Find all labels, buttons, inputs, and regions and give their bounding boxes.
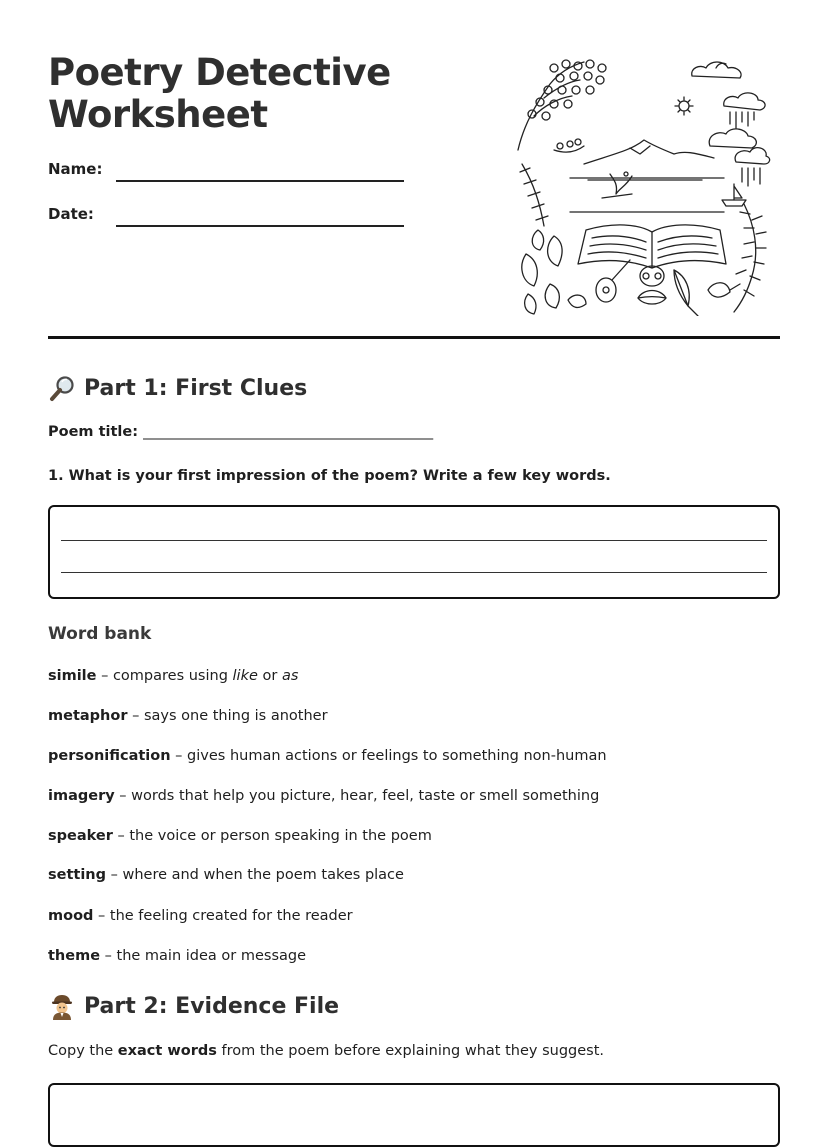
word-bank-item-imagery	[48, 786, 599, 806]
word-bank-term: speaker	[48, 828, 113, 844]
part1-heading	[48, 375, 307, 403]
word-bank-term: theme	[48, 948, 101, 964]
word-bank-term: metaphor	[48, 708, 128, 724]
evidence-instructions: Copy the exact words from the poem before explaining what they suggest.	[48, 1043, 604, 1059]
word-bank-item-setting	[48, 865, 404, 885]
part2-heading-text: Part 2: Evidence File	[84, 994, 340, 1019]
poem-title-blank[interactable]: ________________________________________	[143, 424, 434, 440]
answer-line	[61, 540, 767, 541]
poetry-landscape-illustration	[514, 54, 774, 316]
word-bank-title: Word bank	[48, 624, 152, 644]
word-bank-item-speaker	[48, 826, 432, 846]
detective-icon	[48, 993, 76, 1021]
name-field[interactable]	[116, 180, 404, 182]
first-impression-answer-box[interactable]	[48, 505, 780, 599]
word-bank-item-theme	[48, 946, 306, 966]
section-divider	[48, 336, 780, 339]
word-bank-term: imagery	[48, 788, 115, 804]
part2-heading	[48, 993, 339, 1021]
title-line-1: Poetry Detective	[48, 51, 391, 94]
worksheet-title	[48, 52, 391, 136]
evidence-answer-box[interactable]	[48, 1083, 780, 1147]
question-1: 1. What is your first impression of the poem? Write a few key words.	[48, 468, 611, 484]
word-bank-term: simile	[48, 668, 97, 684]
word-bank-item-metaphor	[48, 706, 328, 726]
poem-title-row	[48, 424, 433, 440]
word-bank-definition: – the feeling created for the reader	[93, 908, 353, 924]
answer-line	[61, 572, 767, 573]
date-label: Date:	[48, 205, 94, 223]
word-bank-term: personification	[48, 748, 171, 764]
word-bank-item-personification	[48, 746, 607, 766]
word-bank-definition: – the main idea or message	[100, 948, 307, 964]
word-bank-item-mood	[48, 906, 353, 926]
name-label: Name:	[48, 160, 103, 178]
poem-title-label: Poem title:	[48, 424, 139, 440]
date-field[interactable]	[116, 225, 404, 227]
word-bank-definition: – where and when the poem takes place	[106, 867, 404, 883]
word-bank-definition: – the voice or person speaking in the poem	[112, 828, 432, 844]
word-bank-definition: – says one thing is another	[127, 708, 328, 724]
word-bank-item-simile: simile – compares using like or as	[48, 668, 299, 684]
title-line-2: Worksheet	[48, 93, 268, 136]
part1-heading-text: Part 1: First Clues	[84, 376, 308, 401]
word-bank-definition: – words that help you picture, hear, feel, taste or smell something	[114, 788, 600, 804]
word-bank-definition: – gives human actions or feelings to something non-human	[170, 748, 607, 764]
word-bank-term: setting	[48, 867, 106, 883]
magnifying-glass-icon	[48, 375, 76, 403]
word-bank-term: mood	[48, 908, 94, 924]
worksheet-page	[48, 0, 780, 1118]
